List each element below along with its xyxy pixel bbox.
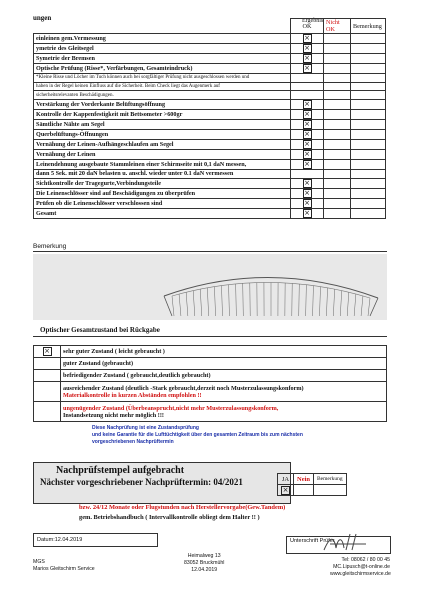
nicht-ok-cell <box>324 74 351 83</box>
checklist-body <box>34 34 386 219</box>
checklist-item-label: *Kleine Risse und Löcher im Tuch können auch bei sorgfältiger Prüfung nicht ausgeschlossen werden und <box>34 74 291 83</box>
nicht-ok-cell <box>324 110 351 120</box>
checklist-item-label: einleinen gem.Vermessung <box>34 34 291 44</box>
ok-checkbox[interactable]: × <box>304 130 310 139</box>
condition-text-cell <box>61 358 387 370</box>
bemerkung-cell <box>351 160 386 170</box>
condition-text-cell <box>61 370 387 382</box>
ok-checkbox[interactable]: × <box>304 140 310 149</box>
ok-cell <box>291 100 324 110</box>
ok-cell <box>291 44 324 54</box>
condition-line: befriedigender Zustand ( gebraucht,deutlich gebraucht) <box>63 372 211 379</box>
ja-checkbox[interactable]: × <box>282 485 289 494</box>
ok-checkbox[interactable]: × <box>304 110 310 119</box>
nicht-ok-cell <box>324 198 351 208</box>
nicht-ok-cell <box>324 160 351 170</box>
col-nicht-ok: Nicht OK <box>324 19 351 34</box>
checklist-row <box>34 208 386 218</box>
bemerkung-cell <box>351 82 386 91</box>
checklist-item-label: Kontrolle der Kappenfestigkeit mit Bettsometer >600gr <box>34 110 291 120</box>
condition-line: sehr guter Zustand ( leicht gebraucht ) <box>63 348 165 355</box>
company-name: MGS <box>33 559 45 565</box>
checklist-row <box>34 91 386 100</box>
condition-row <box>34 346 387 358</box>
condition-body <box>34 346 387 422</box>
ok-cell <box>291 130 324 140</box>
checklist-row <box>34 198 386 208</box>
condition-line: Materialkontrolle in kurzen Abständen empfohlen !! <box>63 391 202 399</box>
stamp-title: Nachprüfstempel aufgebracht <box>56 465 185 476</box>
checklist-item-label: Vernähung der Leinen-Aufhängeschlaufen am Segel <box>34 140 291 150</box>
checklist-row <box>34 100 386 110</box>
ok-cell <box>291 178 324 188</box>
nicht-ok-cell <box>324 170 351 179</box>
checklist-item-label: haben in der Regel keinen Einfluss auf die Sicherheit. Beim Check liegt das Augenmerk auf <box>34 82 291 91</box>
bemerkung-cell <box>351 170 386 179</box>
ok-cell <box>291 150 324 160</box>
optical-rule <box>33 336 387 337</box>
stamp-next-date: Nächster vorgeschriebener Nachprüftermin: 04/2021 <box>40 477 243 487</box>
bemerkung-cell <box>351 44 386 54</box>
bemerkung-cell <box>351 120 386 130</box>
condition-row <box>34 382 387 402</box>
contact-tel: Tel: 08062 / 80 00 45 <box>341 557 390 563</box>
ok-checkbox[interactable]: × <box>304 54 310 62</box>
condition-line: guter Zustand (gebraucht) <box>63 360 134 367</box>
ok-checkbox[interactable]: × <box>304 150 310 159</box>
address-street: Heimalweg 13 <box>187 553 221 559</box>
checklist-item-label: Verstärkung der Vorderkante Belüftungsöffnung <box>34 100 291 110</box>
ok-checkbox[interactable]: × <box>304 34 310 42</box>
checklist-row <box>34 178 386 188</box>
bemerkung-cell <box>351 74 386 83</box>
checklist-row <box>34 150 386 160</box>
condition-checkbox-cell <box>34 382 61 402</box>
footer-contact <box>330 557 390 578</box>
ok-cell <box>291 34 324 44</box>
checklist-row <box>34 64 386 74</box>
checklist-row <box>34 140 386 150</box>
condition-table <box>33 345 387 422</box>
checklist-row <box>34 44 386 54</box>
bemerkung-cell <box>351 54 386 64</box>
checklist-item-label: Sämtliche Nähte am Segel <box>34 120 291 130</box>
nein-label: Nein <box>294 474 314 485</box>
checklist-header-row <box>34 19 386 34</box>
ok-checkbox[interactable]: × <box>304 178 310 187</box>
signature-graphic <box>320 532 370 554</box>
ok-cell <box>291 120 324 130</box>
optical-title: Optischer Gesamtzustand bei Rückgabe <box>40 326 160 334</box>
ok-checkbox[interactable]: × <box>304 188 310 197</box>
note-line-2: und keine Garantie für die Lufttüchtigkeit über den gesamten Zeitraum bis zum nächsten <box>92 432 303 438</box>
ok-checkbox[interactable]: × <box>304 198 310 207</box>
datum-box: Datum:12.04.2019 <box>33 533 158 547</box>
bemerkung-label: Bemerkung <box>33 243 67 250</box>
ok-cell <box>291 188 324 198</box>
ok-cell <box>291 140 324 150</box>
nicht-ok-cell <box>324 54 351 64</box>
contact-web[interactable]: www.gleitschirmservice.de <box>330 571 391 577</box>
company-fullname: Marios Gleitschirm Service <box>33 566 95 572</box>
nicht-ok-cell <box>324 100 351 110</box>
condition-text-cell <box>61 382 387 402</box>
bemerkung-cell <box>351 198 386 208</box>
nicht-ok-cell <box>324 91 351 100</box>
nicht-ok-cell <box>324 64 351 74</box>
checklist-item-label: Leinendehnung ausgebaute Stammleinen einer Schirmseite mit 0,1 daN messen, <box>34 160 291 170</box>
ja-label: JA <box>278 474 294 485</box>
bemerkung-cell <box>351 150 386 160</box>
condition-line: ausreichender Zustand (deutlich -Stark gebraucht,derzeit noch Musterzulassungskonform) <box>63 384 304 392</box>
nicht-ok-cell <box>324 140 351 150</box>
ok-cell <box>291 82 324 91</box>
checklist-item-label: Gesamt <box>34 208 291 218</box>
condition-line: Instandsetzung nicht mehr möglich !!! <box>63 411 164 419</box>
bemerkung-rule <box>33 251 387 252</box>
ok-cell <box>291 110 324 120</box>
bemerkung-cell <box>351 130 386 140</box>
ja-checkbox-cell <box>278 485 294 496</box>
ok-checkbox[interactable]: × <box>304 100 310 109</box>
checklist-item-label: Optische Prüfung (Risse*, Verfärbungen, Gesamteindruck) <box>34 64 291 74</box>
glider-canopy-drawing <box>160 264 390 320</box>
condition-checkbox[interactable]: × <box>44 347 50 355</box>
condition-checkbox-cell <box>34 370 61 382</box>
ok-cell <box>291 74 324 83</box>
condition-line: ungenügender Zustand (Überbeansprucht,nicht mehr Musterzulassungskonform, <box>63 404 279 412</box>
checklist-row <box>34 82 386 91</box>
checklist-item-label: Querbelüftungs-Öffnungen <box>34 130 291 140</box>
ok-checkbox[interactable]: × <box>304 160 310 169</box>
bemerkung-cell <box>351 140 386 150</box>
bemerkung-cell <box>351 100 386 110</box>
ok-cell <box>291 91 324 100</box>
condition-checkbox-cell <box>34 358 61 370</box>
nicht-ok-cell <box>324 188 351 198</box>
nicht-ok-cell <box>324 120 351 130</box>
checklist-item-label: Vernähung der Leinen <box>34 150 291 160</box>
checklist-row <box>34 160 386 170</box>
ok-checkbox[interactable]: × <box>304 120 310 129</box>
checklist-item-label: Symetrie der Bremsen <box>34 54 291 64</box>
checklist-table <box>33 18 386 219</box>
condition-row <box>34 402 387 422</box>
ok-cell <box>291 54 324 64</box>
checklist-row <box>34 74 386 83</box>
bemerkung-cell <box>351 188 386 198</box>
bemerkung-cell <box>351 64 386 74</box>
bemerkung-cell <box>351 178 386 188</box>
checklist-row <box>34 170 386 179</box>
nicht-ok-cell <box>324 178 351 188</box>
checklist-row <box>34 110 386 120</box>
ergebnis-header: Ergebnis <box>302 18 324 24</box>
col-bemerkung: Bemerkung <box>351 19 386 34</box>
condition-row <box>34 370 387 382</box>
bemerkung-cell <box>351 208 386 218</box>
ok-cell <box>291 64 324 74</box>
ok-checkbox[interactable]: × <box>304 44 310 52</box>
col-ok: OK <box>291 19 324 34</box>
note-line-1: Diese Nachprüfung ist eine Zustandsprüfung <box>92 425 199 431</box>
footer-company <box>33 559 95 573</box>
ok-checkbox[interactable]: × <box>304 208 310 217</box>
checklist-item-label: Prüfen ob die Leinenschlösser verschlossen sind <box>34 198 291 208</box>
bemerkung-cell <box>351 91 386 100</box>
checklist-item-label: Sichtkontrolle der Tragegurte,Verbindungsteile <box>34 178 291 188</box>
footer-address <box>184 553 224 574</box>
section-title: ungen <box>33 14 52 22</box>
condition-checkbox-cell <box>34 346 61 358</box>
contact-email[interactable]: MC.Lipusch@t-online.de <box>333 564 390 570</box>
ok-checkbox[interactable]: × <box>304 64 310 72</box>
stamp-box <box>33 462 291 504</box>
nicht-ok-cell <box>324 34 351 44</box>
ok-cell <box>291 208 324 218</box>
condition-text-cell <box>61 346 387 358</box>
condition-row <box>34 358 387 370</box>
ok-cell <box>291 198 324 208</box>
remark-line-2: gem. Betriebshandbuch ( Intervallkontrolle obliegt dem Halter !! ) <box>79 514 260 521</box>
bemerkung-cell <box>351 34 386 44</box>
checklist-row <box>34 120 386 130</box>
checklist-row <box>34 34 386 44</box>
signature-box: Unterschrift Prüfer <box>286 536 391 554</box>
address-date: 12.04.2019 <box>191 567 218 573</box>
checklist-item-label: ymetrie des Gleitsegel <box>34 44 291 54</box>
bemerkung-cell <box>351 110 386 120</box>
ja-nein-table <box>277 473 347 496</box>
ok-cell <box>291 160 324 170</box>
address-city: 83052 Bruckmühl <box>184 560 225 566</box>
checklist-item-label: sicherheitsrelevanten Beschädigungen. <box>34 91 291 100</box>
checklist-row <box>34 130 386 140</box>
condition-text-cell <box>61 402 387 422</box>
note-text <box>92 425 303 446</box>
stamp-bemerkung-label: Bemerkung <box>314 474 347 485</box>
nicht-ok-cell <box>324 82 351 91</box>
checklist-item-label: Die Leinenschlösser sind auf Beschädigungen zu überprüfen <box>34 188 291 198</box>
ok-cell <box>291 170 324 179</box>
note-line-3: vorgeschriebenen Nachprüftermin <box>92 439 174 445</box>
remark-line-1: bzw. 24/12 Monate oder Flugstunden nach Herstellervorgabe(Gew.Tandem) <box>79 504 286 511</box>
condition-checkbox-cell <box>34 402 61 422</box>
nicht-ok-cell <box>324 130 351 140</box>
checklist-row <box>34 54 386 64</box>
checklist-row <box>34 188 386 198</box>
checklist-item-label: dann 5 Sek. mit 20 daN belasten u. anschl. wieder unter 0.1 daN vermessen <box>34 170 291 179</box>
nicht-ok-cell <box>324 208 351 218</box>
nicht-ok-cell <box>324 44 351 54</box>
nicht-ok-cell <box>324 150 351 160</box>
